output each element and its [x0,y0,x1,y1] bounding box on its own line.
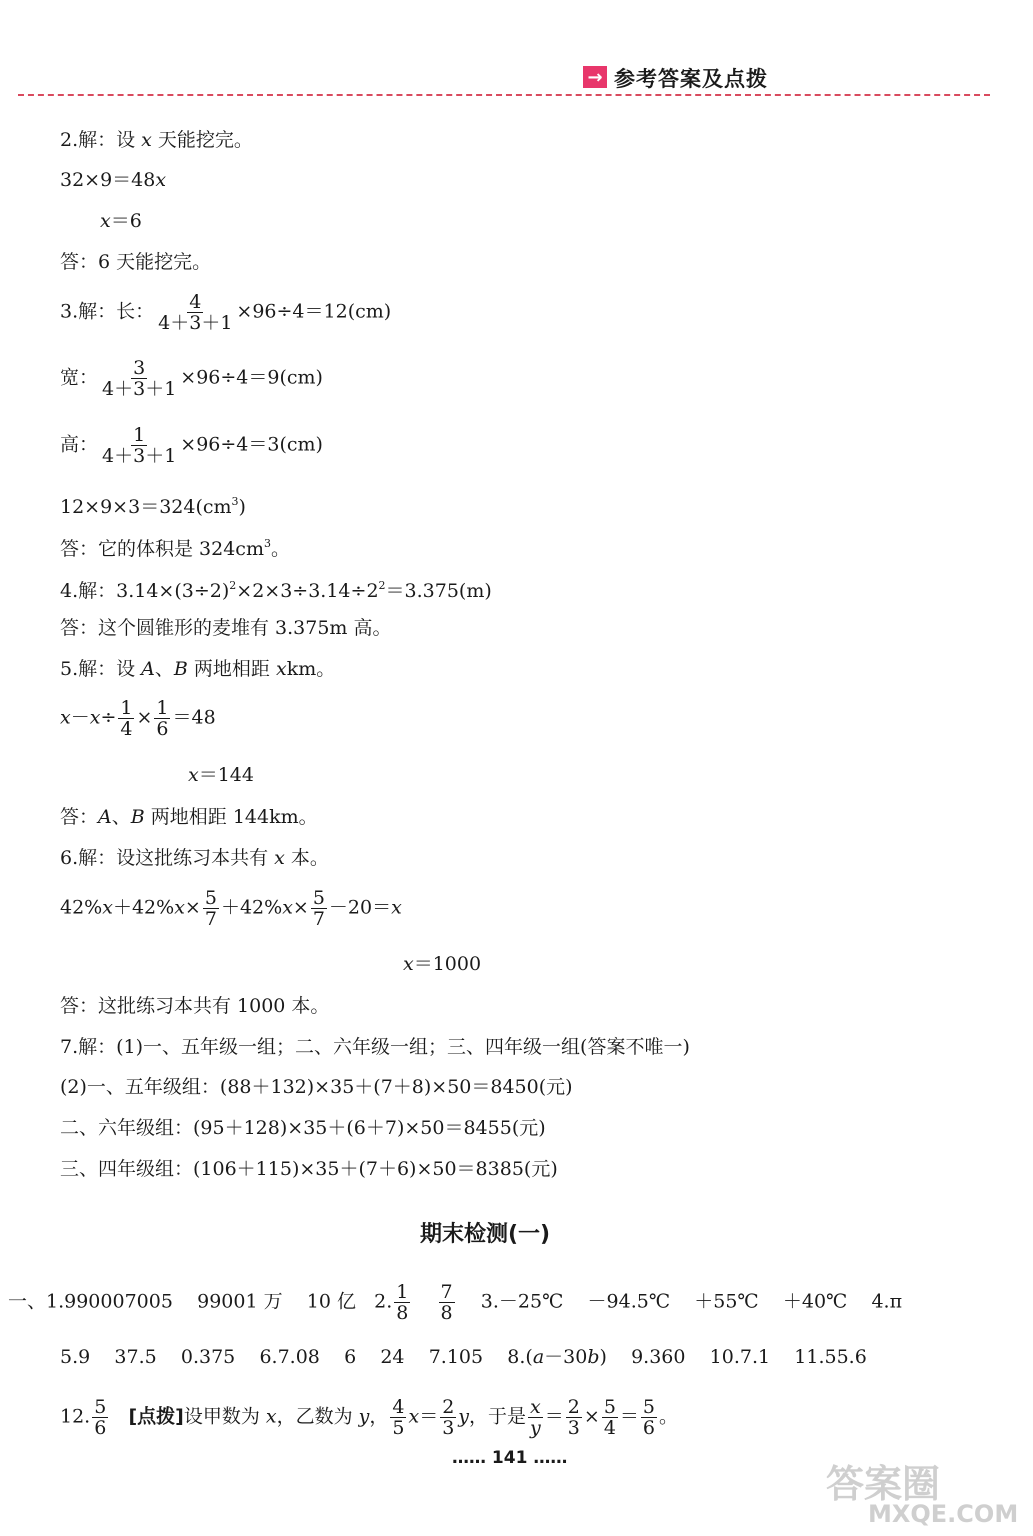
hint-tag: [点拨] [128,1405,184,1428]
q6-equation: 42%x＋42%x× $\frac{5}{7}$ ＋42%x× $\frac{5}{7}$ －20＝x [60,887,402,930]
q3-line2: 宽： $\frac{3}{4+3+1}$ ×96÷4＝9(cm) [60,357,323,400]
q6-line1: 6.解：设这批练习本共有 x 本。 [60,847,329,869]
page-header-title: 参考答案及点拨 [614,67,768,91]
q5-answer: 答：A、B 两地相距 144km。 [60,806,318,828]
watermark-logo: 答案圈 [826,1462,941,1506]
q2-line1: 2.解：设 x 天能挖完。 [60,129,253,151]
page-number: …… 141 …… [452,1448,568,1468]
q6-line3: x＝1000 [403,953,482,975]
q7-line2: (2)一、五年级组：(88＋132)×35＋(7＋8)×50＝8450(元) [60,1076,573,1098]
q7-line1: 7.解：(1)一、五年级一组；二、六年级一组；三、四年级一组(答案不唯一) [60,1036,690,1058]
q2-answer: 答：6 天能挖完。 [60,251,212,273]
q5-equation: x－x÷ $\frac{1}{4}$ × $\frac{1}{6}$ ＝48 [60,697,216,740]
arrow-icon: → [583,66,607,88]
q7-line4: 三、四年级组：(106＋115)×35＋(7＋6)×50＝8385(元) [60,1158,558,1180]
q2-line3: x＝6 [100,210,142,232]
q5-line3: x＝144 [188,764,254,786]
watermark-url: MXQE.COM [868,1500,1019,1528]
q2-line2: 32×9＝48x [60,169,167,191]
q3-answer: 答：它的体积是 $324cm^3$。 [60,537,290,560]
section-row1: 一、1.990007005 99001 万 10 亿 2. $\frac{1}{8}$ $\frac{7}{8}$ 3.－25℃ －94.5℃ ＋55℃ ＋40℃ 4.π [8,1281,903,1324]
q3-line4: $12\times 9\times 3=324(cm^3)$ [60,495,246,518]
section-row2: 5.9 37.5 0.375 6.7.08 6 24 7.105 8.(a－30b) 9.360 10.7.1 11.55.6 [60,1346,867,1368]
q3-line3: 高： $\frac{1}{4+3+1}$ ×96÷4＝3(cm) [60,424,323,467]
q3-line1: 3.解：长： $\frac{4}{4+3+1}$ ×96÷4＝12(cm) [60,291,392,334]
q5-line1: 5.解：设 A、B 两地相距 xkm。 [60,658,336,680]
section-row3: 12. $\frac{5}{6}$ [点拨]设甲数为 x，乙数为 y， $\frac{4}{5}$ x＝ $\frac{2}{3}$ y，于是 $\frac{x}{y}$ ＝ $\frac{2}{3}$ × $\frac{5}{4}$ ＝ $\frac{5}{6}$ 。 [60,1396,679,1439]
section-title: 期末检测(一) [420,1222,551,1247]
q6-answer: 答：这批练习本共有 1000 本。 [60,995,330,1017]
q7-line3: 二、六年级组：(95＋128)×35＋(6＋7)×50＝8455(元) [60,1117,546,1139]
q4-answer: 答：这个圆锥形的麦堆有 3.375m 高。 [60,617,392,639]
header-divider [18,94,990,96]
q4-line1: 4.解：$3.14\times(3\div 2)^2\times 2\times 3\div 3.14\div 2^2=3.375(m)$ [60,579,492,602]
